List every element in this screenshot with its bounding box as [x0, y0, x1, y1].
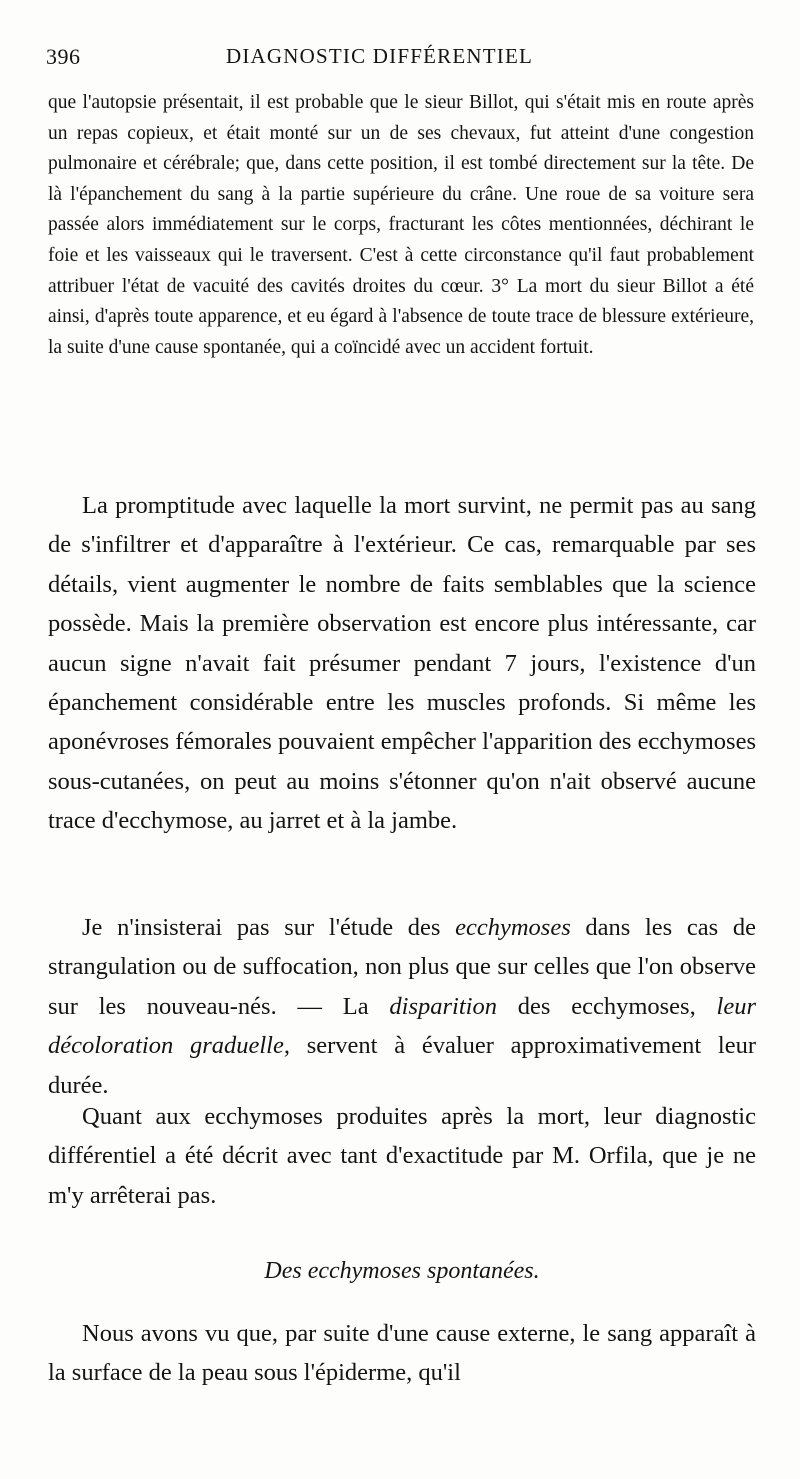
page-number: 396 — [46, 44, 81, 69]
running-head: DIAGNOSTIC DIFFÉRENTIEL — [226, 44, 533, 68]
paragraph-cause-externe — [48, 1314, 756, 1393]
paragraph-strangulation — [48, 908, 756, 1105]
quoted-report-block — [48, 88, 754, 363]
paragraph-2-italic-1: ecchymoses — [455, 914, 571, 941]
paragraph-2-text — [48, 908, 756, 1105]
paragraph-2-italic-2: disparition — [389, 992, 497, 1020]
paragraph-2-italic-3: leur décoloration graduelle, — [48, 992, 756, 1060]
paragraph-4-text: Nous avons vu que, par suite d'une cause externe, le sang apparaît à la surface de la peau sous l'épiderme, qu'il — [48, 1320, 756, 1387]
paragraph-1-text: La promptitude avec laquelle la mort survint, ne permit pas au sang de s'infiltrer et d'apparaître à l'extérieur. Ce cas, remarquable par ses détails, vient augmenter le nombre de faits semblables que la science possède. Mais la première observation est encore plus intéressante, car aucun signe n'avait fait présumer pendant 7 jours, l'existence d'un épanchement considérable entre les muscles profonds. Si même les aponévroses fémorales pouvaient empêcher l'apparition des ecchymoses sous-cutanées, on peut au moins s'étonner qu'on n'ait observé aucune trace d'ecchymose, au jarret et à la jambe. — [48, 492, 756, 835]
paragraph-2-part-3: des ecchymoses, — [496, 992, 717, 1020]
quoted-report-text: que l'autopsie présentait, il est probable que le sieur Billot, qui s'était mis en route après un repas copieux, et était monté sur un de ses chevaux, fut atteint d'une congestion pulmonaire et cérébrale; que, dans cette position, il est tombé directement sur la tête. De là l'épanchement du sang à la partie supérieure du crâne. Une roue de sa voiture sera passée alors immédiatement sur le corps, fracturant les côtes mentionnées, déchirant le foie et les vaisseaux qui le traversent. C'est à cette circonstance qu'il faut probablement attribuer l'état de vacuité des cavités droites du cœur. 3° La mort du sieur Billot a été ainsi, d'après toute apparence, et eu égard à l'absence de toute trace de blessure extérieure, la suite d'une cause spontanée, qui a coïncidé avec un accident fortuit. — [48, 92, 754, 358]
paragraph-orfila — [48, 1097, 756, 1215]
paragraph-promptitude — [48, 486, 756, 841]
paragraph-2-part-4: servent à évaluer approximativement leur durée. — [48, 1032, 756, 1099]
paragraph-2-part-1: Je n'insisterai pas sur l'étude des — [82, 914, 456, 941]
paragraph-2-part-2: dans les cas de strangulation ou de suffocation, non plus que sur celles que l'on observe sur les nouveau-nés. — La — [48, 914, 756, 1020]
page-header — [46, 44, 756, 74]
section-heading: Des ecchymoses spontanées. — [264, 1258, 540, 1284]
paragraph-3-text: Quant aux ecchymoses produites après la mort, leur diagnostic différentiel a été décrit avec tant d'exactitude par M. Orfila, que je ne m'y arrêterai pas. — [48, 1103, 756, 1209]
